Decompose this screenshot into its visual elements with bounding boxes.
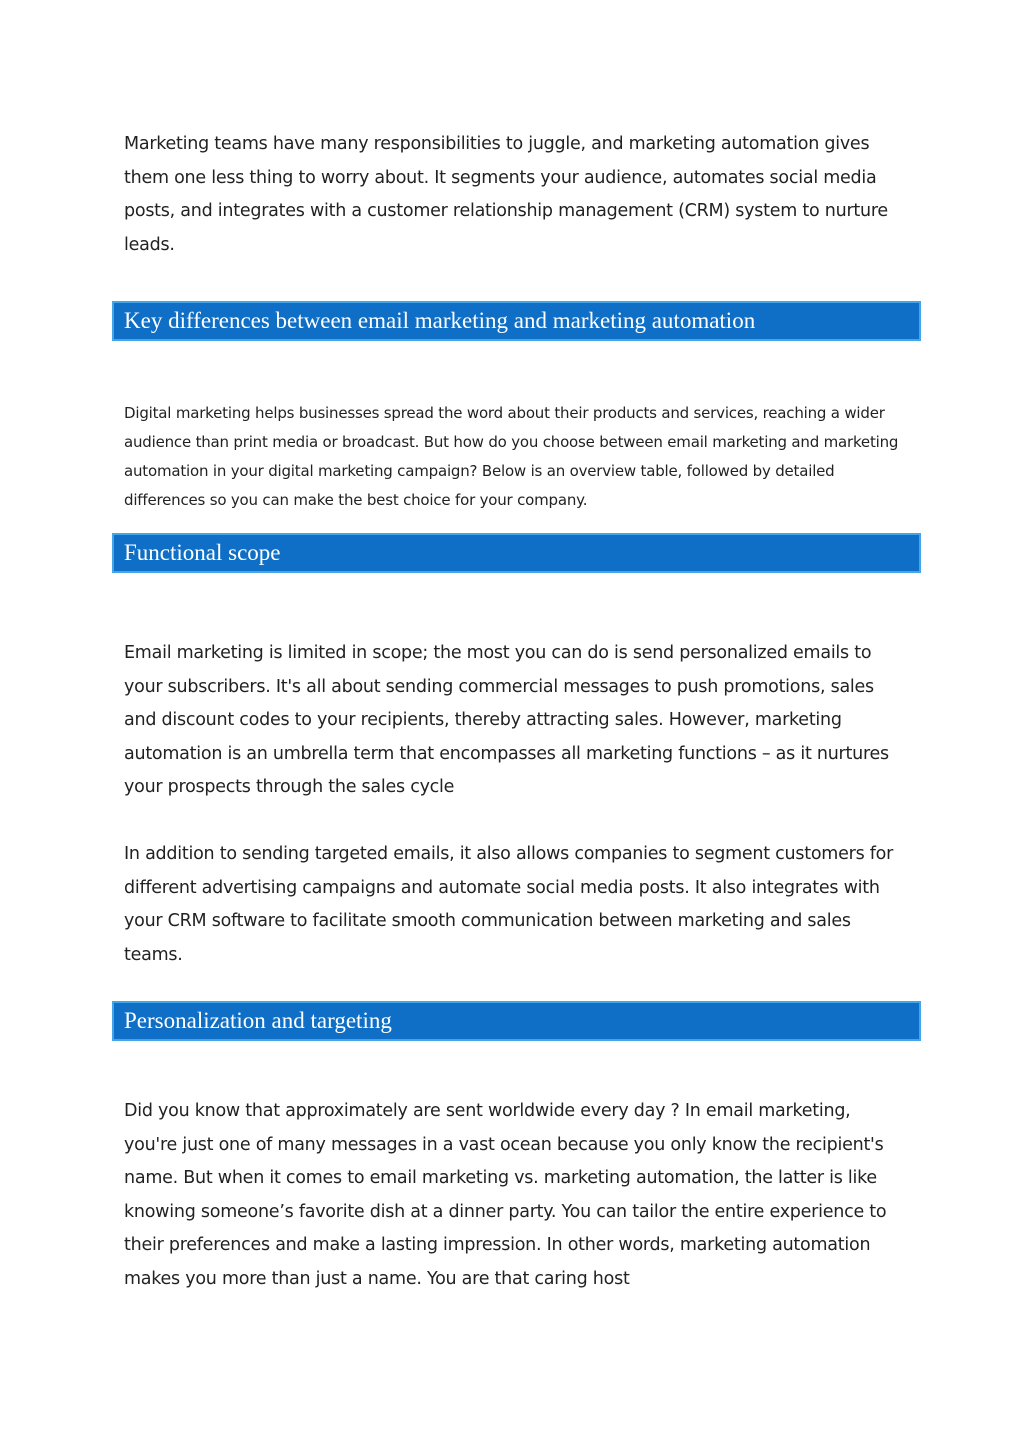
intro-paragraph: Marketing teams have many responsibilities to juggle, and marketing automation gives them one less thing to worry about. It segments your audience, automates social media posts, and integrates with a customer relationship management (CRM) system to nurture leads. <box>124 134 888 255</box>
key-differences-paragraph: Digital marketing helps businesses spread the word about their products and services, reaching a wider audience than print media or broadcast. But how do you choose between email marketing and marketing automation in your digital marketing campaign? Below is an overview table, followed by detailed differences so you can make the best choice for your company. <box>124 404 899 509</box>
functional-scope-paragraph-1: Email marketing is limited in scope; the most you can do is send personalized emails to your subscribers. It's all about sending commercial messages to push promotions, sales and discount codes to your recipients, thereby attracting sales. However, marketing automation is an umbrella term that encompasses all marketing functions – as it nurtures your prospects through the sales cycle <box>124 643 889 798</box>
section-heading-personalization: Personalization and targeting <box>112 1001 921 1041</box>
section-heading-functional-scope: Functional scope <box>112 533 921 573</box>
section-heading-key-differences: Key differences between email marketing and marketing automation <box>112 301 921 341</box>
personalization-paragraph: Did you know that approximately are sent worldwide every day ? In email marketing, you're just one of many messages in a vast ocean because you only know the recipient's name. But when it comes to email marketing vs. marketing automation, the latter is like knowing someone’s favorite dish at a dinner party. You can tailor the entire experience to their preferences and make a lasting impression. In other words, marketing automation makes you more than just a name. You are that caring host <box>124 1101 887 1289</box>
functional-scope-paragraph-2: In addition to sending targeted emails, it also allows companies to segment customers for different advertising campaigns and automate social media posts. It also integrates with your CRM software to facilitate smooth communication between marketing and sales teams. <box>124 844 894 965</box>
